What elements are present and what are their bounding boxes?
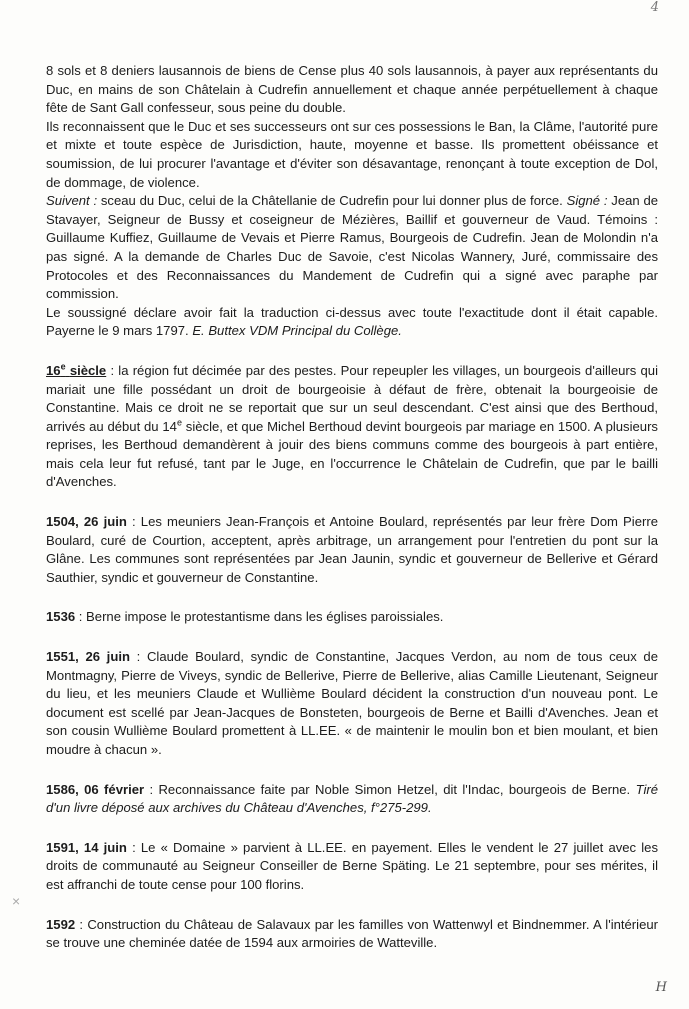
- paragraph: 8 sols et 8 deniers lausannois de biens de Cense plus 40 sols lausannois, à payer aux représentants du Duc, en mains de son Châtelain à Cudrefin annuellement et chaque année perpétuellement à chaque fête de Sant Gall confesseur, sous peine du double.: [46, 63, 658, 116]
- entry-text: : Les meuniers Jean-François et Antoine Boulard, représentés par leur frère Dom Pierre Boulard, curé de Courtion, acceptent, après arbitrage, un arrangement pour l'entretien du pont sur la Glâne. Les communes sont représentées par Jean Jaunin, syndic et gouverneur de Bellerive et Gérard Sauthier, syndic et gouverneur de Constantine.: [46, 514, 658, 585]
- closing-text: Le soussigné déclare avoir fait la traduction ci-dessus avec toute l'exactitude dont il était capable. Payerne le 9 mars 1797.: [46, 304, 658, 339]
- entry-text: : la région fut décimée par des pestes. Pour repeupler les villages, un bourgeois d'ailleurs qui mariait une fille possédant un droit de bourgeoisie à défaut de frère, obtenait la bourgeoisie de Constantine. Mais ce droit ne se reportait que sur un seul descendant. C'est ainsi que des Berthoud, arrivés au début du 14: [46, 362, 658, 434]
- entry-heading: 1591, 14 juin: [46, 839, 127, 855]
- entry-text: : Reconnaissance faite par Noble Simon Hetzel, dit l'Indac, bourgeois de Berne.: [149, 781, 631, 797]
- entry-text: : Claude Boulard, syndic de Constantine, Jacques Verdon, au nom de tous ceux de Montmagny, Pierre de Viveys, syndic de Bellerive, Pierre de Bellerive, alias Camille Lieutenant, Seigneur du lieu, et les meuniers Claude et Wullième Boulard décident la construction d'un nouveau pont. Le document est scellé par Jean-Jacques de Bonsteten, bourgeois de Berne et Bailli d'Avenches. Jean et son cousin Wullième Boulard promettent à LL.EE. « de maintenir le moulin bon et bien moulant, et bien moudre à chacun ».: [46, 649, 658, 757]
- paragraph: [46, 513, 658, 587]
- entry-heading: 1504, 26 juin: [46, 514, 127, 530]
- corner-mark: 4: [650, 0, 659, 15]
- signe-text: Jean de Stavayer, Seigneur de Bussy et coseigneur de Mézières, Baillif et gouverneur de Vaud. Témoins : Guillaume Kuffiez, Guillaume de Vevais et Pierre Ramus, Bourgeois de Cudrefin. Jean de Molondin n'a pas signé. A la demande de Charles Duc de Savoie, c'est Nicolas Wannery, Juré, commissaire des Protocoles et des Reconnaissances du Mandement de Cudrefin qui a signé avec paraphe par commission.: [46, 193, 659, 302]
- entry-1551: [46, 648, 658, 760]
- entry-text: siècle, et que Michel Berthoud devint bourgeois par mariage en 1500. A plusieurs reprises, les Berthoud demandèrent à jouir des biens communs comme des bourgeois à part entière, mais cela leur fut refusé, tant par le Juge, en l'occurrence le Châtelain de Cudrefin, que par le bailli d'Avenches.: [46, 418, 658, 490]
- paragraph: [46, 608, 658, 627]
- paragraph: [46, 839, 658, 895]
- paragraph: [46, 192, 658, 304]
- superscript: e: [176, 417, 182, 428]
- entry-1586: [46, 781, 658, 818]
- document-body: [46, 62, 658, 974]
- entry-text: : Construction du Château de Salavaux par les familles von Wattenwyl et Bindnemmer. A l'intérieur se trouve une cheminée datée de 1594 aux armoiries de Watteville.: [46, 916, 659, 951]
- entry-1592: [46, 916, 658, 953]
- paragraph: [46, 648, 658, 760]
- entry-text: : Le « Domaine » parvient à LL.EE. en payement. Elles le vendent le 27 juillet avec les droits de communauté au Seigneur Conseiller de Berne Späting. Le 21 septembre, pour ses mérites, il est affranchi de toute cense pour 100 florins.: [46, 839, 658, 892]
- signe-label: Signé :: [566, 193, 608, 209]
- entry-heading: 1536: [46, 609, 76, 625]
- entry-16th-century: [46, 362, 658, 492]
- suivent-text: sceau du Duc, celui de la Châtellanie de Cudrefin pour lui donner plus de force.: [100, 193, 563, 209]
- translation-block: [46, 62, 658, 341]
- stray-mark: ×: [12, 893, 21, 909]
- entry-heading: 1586, 06 février: [46, 781, 145, 797]
- entry-heading: 1592: [46, 916, 76, 932]
- entry-1591: [46, 839, 658, 895]
- paragraph: [46, 781, 658, 818]
- entry-1536: [46, 608, 658, 627]
- page-number: H: [655, 980, 667, 995]
- paragraph: [46, 304, 658, 341]
- entry-source: Tiré d'un livre déposé aux archives du Château d'Avenches, f°275-299.: [46, 781, 659, 816]
- entry-heading: 1551, 26 juin: [46, 649, 130, 665]
- paragraph: [46, 916, 658, 953]
- entry-1504: [46, 513, 658, 587]
- paragraph: [46, 362, 658, 492]
- suivent-label: Suivent :: [46, 193, 98, 209]
- closing-signature: E. Buttex VDM Principal du Collège.: [192, 323, 402, 339]
- entry-heading: 16e siècle: [46, 361, 107, 378]
- paragraph: Ils reconnaissent que le Duc et ses successeurs ont sur ces possessions le Ban, la Clâme, l'autorité pure et mixte et toute espèce de Jurisdiction, haute, moyenne et basse. Ils promettent obéissance et soumission, de lui procurer l'avantage et d'éviter son désavantage, renonçant à toute exception de Dol, de dommage, de violence.: [46, 118, 658, 190]
- entry-text: : Berne impose le protestantisme dans les églises paroissiales.: [78, 609, 444, 625]
